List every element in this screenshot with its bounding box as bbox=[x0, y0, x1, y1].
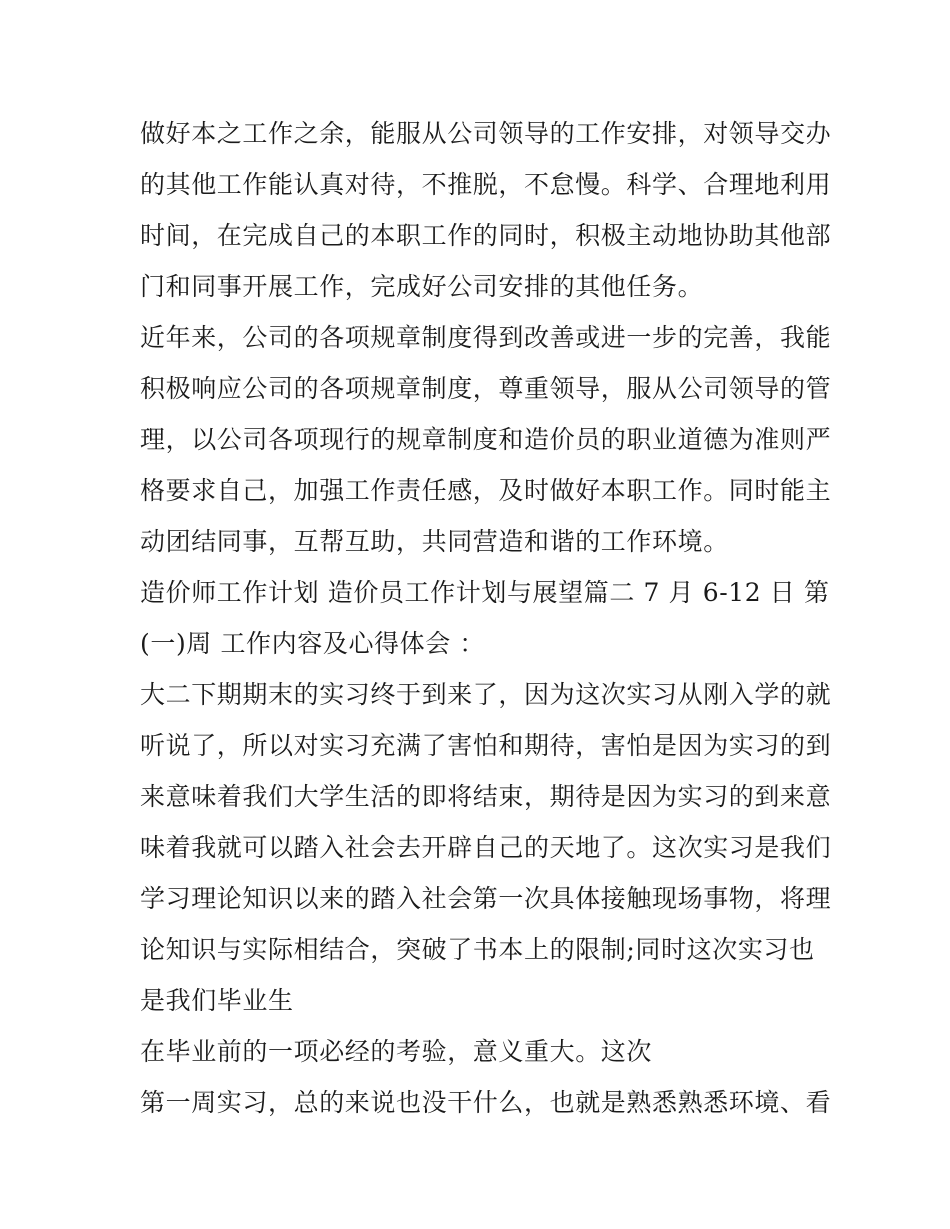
text-line: 来意味着我们大学生活的即将结束，期待是因为实习的到来意 bbox=[140, 782, 832, 811]
document-body bbox=[140, 108, 830, 1128]
text-line: 在毕业前的一项必经的考验，意义重大。这次 bbox=[140, 1037, 653, 1066]
text-line: 理，以公司各项现行的规章制度和造价员的职业道德为准则严 bbox=[140, 425, 832, 454]
text-line: 大二下期期末的实习终于到来了，因为这次实习从刚入学的就 bbox=[140, 680, 832, 709]
text-line: 论知识与实际相结合，突破了书本上的限制;同时这次实习也 bbox=[140, 935, 815, 964]
text-line: 门和同事开展工作，完成好公司安排的其他任务。 bbox=[140, 272, 704, 301]
text-line: 听说了，所以对实习充满了害怕和期待，害怕是因为实习的到 bbox=[140, 731, 832, 760]
text-line: 时间，在完成自己的本职工作的同时，积极主动地协助其他部 bbox=[140, 221, 832, 250]
text-line: 动团结同事，互帮互助，共同营造和谐的工作环境。 bbox=[140, 527, 729, 556]
text-line: 做好本之工作之余，能服从公司领导的工作安排，对领导交办 bbox=[140, 119, 832, 148]
text-line: 第一周实习，总的来说也没干什么，也就是熟悉熟悉环境、看 bbox=[140, 1088, 832, 1117]
text-line: 的其他工作能认真对待，不推脱，不怠慢。科学、合理地利用 bbox=[140, 170, 832, 199]
text-line: 是我们毕业生 bbox=[140, 986, 294, 1015]
text-line: 格要求自己，加强工作责任感，及时做好本职工作。同时能主 bbox=[140, 476, 832, 505]
text-line: 积极响应公司的各项规章制度，尊重领导，服从公司领导的管 bbox=[140, 374, 832, 403]
section-heading-line: 造价师工作计划 造价员工作计划与展望篇二 7 月 6-12 日 第 bbox=[140, 578, 830, 607]
section-heading-line: (一)周 工作内容及心得体会 ： bbox=[140, 629, 486, 658]
text-line: 学习理论知识以来的踏入社会第一次具体接触现场事物，将理 bbox=[140, 884, 832, 913]
text-line: 味着我就可以踏入社会去开辟自己的天地了。这次实习是我们 bbox=[140, 833, 832, 862]
text-line: 近年来，公司的各项规章制度得到改善或进一步的完善，我能 bbox=[140, 323, 832, 352]
